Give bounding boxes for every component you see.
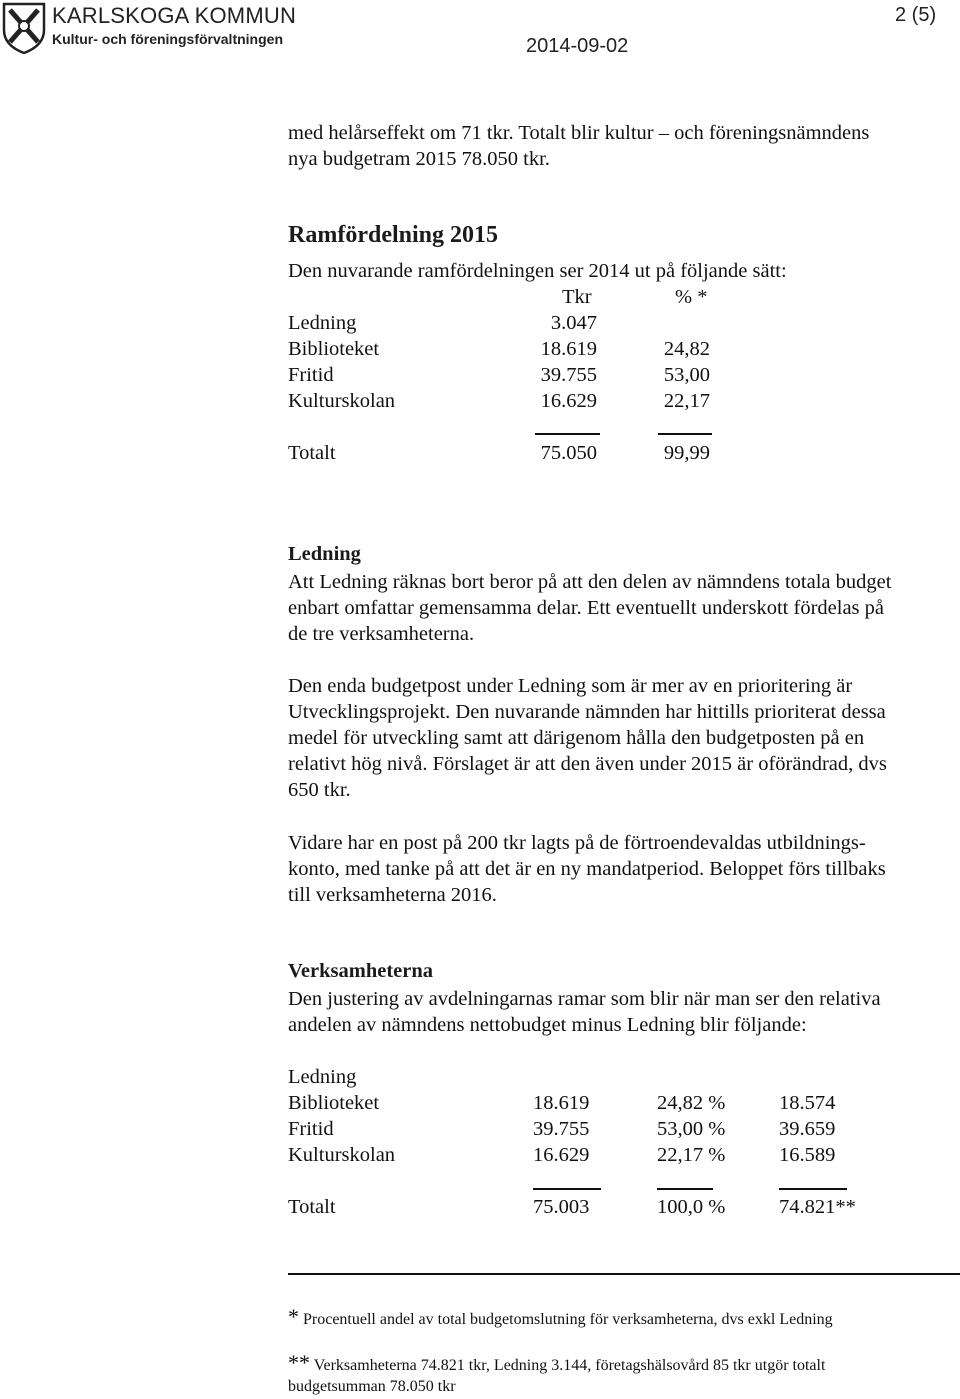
ram-row-fritid-name: Fritid — [288, 364, 334, 386]
ledning-p1-line-1: Att Ledning räknas bort beror på att den delen av nämndens totala budget — [288, 571, 892, 593]
verk-row-fritid-b: 39.659 — [779, 1118, 836, 1140]
ledning-p3-line-2: konto, med tanke på att det är en ny mandatperiod. Beloppet förs tillbaks — [288, 858, 886, 880]
verk-lead-line-2: andelen av nämndens nettobudget minus Ledning blir följande: — [288, 1014, 807, 1036]
verk-total-pct: 100,0 % — [657, 1196, 726, 1218]
ledning-p3-line-3: till verksamheterna 2016. — [288, 884, 497, 906]
verk-row-kulturskolan-pct: 22,17 % — [657, 1144, 726, 1166]
verk-ledning-label: Ledning — [288, 1066, 357, 1088]
verk-row-biblioteket-pct: 24,82 % — [657, 1092, 726, 1114]
verk-row-fritid-name: Fritid — [288, 1118, 334, 1140]
page-number: 2 (5) — [895, 4, 937, 26]
ram-row-kulturskolan-tkr: 16.629 — [540, 390, 597, 412]
verk-row-fritid-a: 39.755 — [533, 1118, 590, 1140]
ledning-p2-line-1: Den enda budgetpost under Ledning som är mer av en prioritering är — [288, 675, 853, 697]
ram-row-fritid-tkr: 39.755 — [540, 364, 597, 386]
verk-row-kulturskolan-a: 16.629 — [533, 1144, 590, 1166]
intro-line-1: med helårseffekt om 71 tkr. Totalt blir kultur – och föreningsnämndens — [288, 122, 870, 144]
ram-sum-underline-pct — [658, 433, 712, 435]
ledning-p1-line-3: de tre verksamheterna. — [288, 623, 475, 645]
verk-row-biblioteket-name: Biblioteket — [288, 1092, 380, 1114]
verk-total-a: 75.003 — [533, 1196, 590, 1218]
header-date: 2014-09-02 — [526, 35, 629, 57]
ram-row-kulturskolan-pct: 22,17 — [663, 390, 710, 412]
ram-sum-underline-tkr — [535, 433, 600, 435]
ram-total-pct: 99,99 — [663, 442, 710, 464]
ledning-p2-line-4: relativt hög nivå. Förslaget är att den även under 2015 är oförändrad, dvs — [288, 753, 887, 775]
intro-line-2: nya budgetram 2015 78.050 tkr. — [288, 148, 550, 170]
ram-row-ledning-tkr: 3.047 — [550, 312, 597, 334]
ram-total-tkr: 75.050 — [540, 442, 597, 464]
footnote-separator — [288, 1273, 960, 1275]
ram-row-biblioteket-pct: 24,82 — [663, 338, 710, 360]
ram-total-name: Totalt — [288, 442, 336, 464]
ledning-p2-line-2: Utvecklingsprojekt. Den nuvarande nämnden har hittills prioriterat dessa — [288, 701, 886, 723]
verk-row-biblioteket-b: 18.574 — [779, 1092, 836, 1114]
verk-row-fritid-pct: 53,00 % — [657, 1118, 726, 1140]
ram-row-kulturskolan-name: Kulturskolan — [288, 390, 396, 412]
verk-heading: Verksamheterna — [288, 960, 434, 982]
ram-heading: Ramfördelning 2015 — [288, 222, 498, 248]
ledning-p2-line-5: 650 tkr. — [288, 779, 351, 801]
footnote-1-mark: * — [288, 1304, 299, 1329]
logo — [2, 2, 46, 54]
ram-row-fritid-pct: 53,00 — [663, 364, 710, 386]
ram-col-pct: % * — [675, 286, 708, 308]
coat-of-arms-icon — [2, 2, 46, 54]
ledning-heading: Ledning — [288, 543, 361, 565]
dept-name: Kultur- och föreningsförvaltningen — [52, 31, 283, 47]
footnote-1-text: Procentuell andel av total budgetomslutning för verksamheterna, dvs exkl Ledning — [303, 1311, 833, 1328]
ram-row-ledning-name: Ledning — [288, 312, 357, 334]
verk-sum-underline-b — [779, 1188, 847, 1190]
verk-total-name: Totalt — [288, 1196, 336, 1218]
footnote-2-line-1: Verksamheterna 74.821 tkr, Ledning 3.144, företagshälsovård 85 tkr utgör totalt — [313, 1357, 826, 1374]
verk-row-kulturskolan-b: 16.589 — [779, 1144, 836, 1166]
ram-lead: Den nuvarande ramfördelningen ser 2014 ut på följande sätt: — [288, 260, 787, 282]
verk-total-b: 74.821** — [779, 1196, 856, 1218]
ram-row-biblioteket-name: Biblioteket — [288, 338, 380, 360]
verk-row-kulturskolan-name: Kulturskolan — [288, 1144, 396, 1166]
footnote-1 — [288, 1305, 833, 1332]
ledning-p2-line-3: medel för utveckling samt att därigenom hålla den budgetposten på en — [288, 727, 865, 749]
ram-col-tkr: Tkr — [562, 286, 592, 308]
verk-sum-underline-pct — [657, 1188, 713, 1190]
ledning-p1-line-2: enbart omfattar gemensamma delar. Ett eventuellt underskott fördelas på — [288, 597, 884, 619]
verk-sum-underline-a — [533, 1188, 601, 1190]
verk-lead-line-1: Den justering av avdelningarnas ramar som blir när man ser den relativa — [288, 988, 881, 1010]
org-name: KARLSKOGA KOMMUN — [52, 3, 297, 28]
verk-row-biblioteket-a: 18.619 — [533, 1092, 590, 1114]
ledning-p3-line-1: Vidare har en post på 200 tkr lagts på de förtroendevaldas utbildnings- — [288, 832, 866, 854]
footnote-2 — [288, 1351, 825, 1378]
footnote-2-mark: ** — [288, 1350, 310, 1375]
ram-row-biblioteket-tkr: 18.619 — [540, 338, 597, 360]
footnote-2-line-2: budgetsumman 78.050 tkr — [288, 1378, 456, 1395]
